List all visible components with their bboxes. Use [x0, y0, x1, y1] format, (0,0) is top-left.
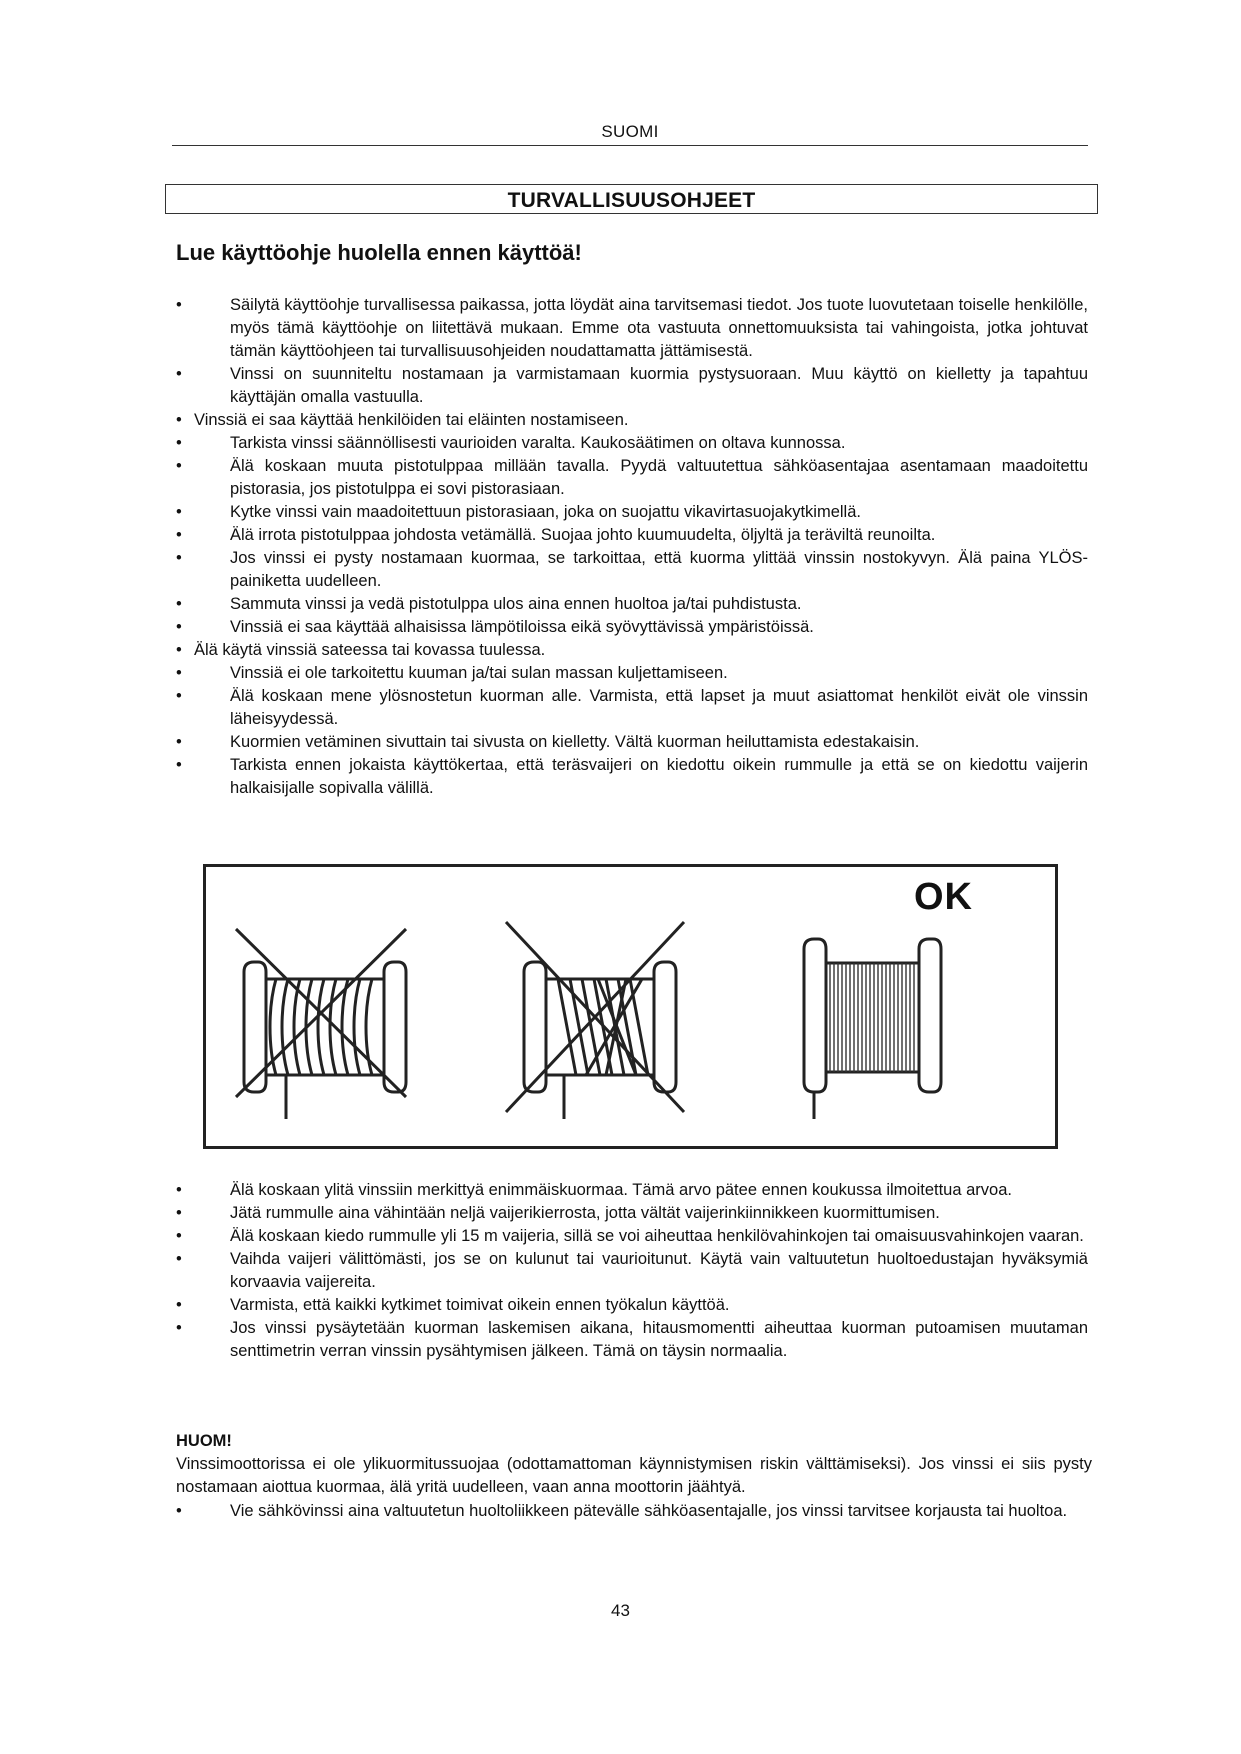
note-title: HUOM!	[176, 1432, 232, 1450]
list-item: • Kuormien vetäminen sivuttain tai sivusta on kielletty. Vältä kuorman heiluttamista edestakaisin.	[172, 731, 1088, 754]
page-number: 43	[611, 1601, 630, 1620]
list-item: • Älä koskaan muuta pistotulppaa millään tavalla. Pyydä valtuutettua sähköasentajaa asentamaan maadoitettu pistorasia, jos pistotulppa ei sovi pistorasiaan.	[172, 455, 1088, 501]
list-item: • Älä käytä vinssiä sateessa tai kovassa tuulessa.	[172, 639, 1088, 662]
list-item: • Vinssiä ei saa käyttää henkilöiden tai eläinten nostamiseen.	[172, 409, 1088, 432]
safety-instructions-list-3	[172, 1500, 1088, 1523]
drum-wrong-crossed-icon	[506, 922, 684, 1119]
language-header: SUOMI	[601, 122, 659, 141]
list-item: • Älä koskaan ylitä vinssiin merkittyä enimmäiskuormaa. Tämä arvo pätee ennen koukussa ilmoitettua arvoa.	[172, 1179, 1088, 1202]
list-item: • Vinssiä ei ole tarkoitettu kuuman ja/tai sulan massan kuljettamiseen.	[172, 662, 1088, 685]
list-item: • Jos vinssi pysäytetään kuorman laskemisen aikana, hitausmomentti aiheuttaa kuorman putoamisen muutaman senttimetrin verran vinssin pysähtymisen jälkeen. Tämä on täysin normaalia.	[172, 1317, 1088, 1363]
list-item: • Jos vinssi ei pysty nostamaan kuormaa, se tarkoittaa, että kuorma ylittää vinssin nostokyvyn. Älä paina YLÖS-painiketta uudelleen.	[172, 547, 1088, 593]
drum-wrong-loose-icon	[236, 929, 406, 1119]
list-item: • Vinssi on suunniteltu nostamaan ja varmistamaan kuormia pystysuoraan. Muu käyttö on kielletty ja tapahtuu käyttäjän omalla vastuulla.	[172, 363, 1088, 409]
list-item: • Jätä rummulle aina vähintään neljä vaijerikierrosta, jotta vältät vaijerinkiinnikkeen kuormittumisen.	[172, 1202, 1088, 1225]
list-item: • Älä koskaan mene ylösnostetun kuorman alle. Varmista, että lapset ja muut asiattomat henkilöt eivät ole vinssin läheisyydessä.	[172, 685, 1088, 731]
drum-correct-icon	[804, 939, 941, 1119]
list-item: • Vinssiä ei saa käyttää alhaisissa lämpötiloissa eikä syövyttävissä ympäristöissä.	[172, 616, 1088, 639]
ok-label: OK	[914, 876, 973, 918]
safety-instructions-list-1	[172, 294, 1088, 800]
list-item: • Älä koskaan kiedo rummulle yli 15 m vaijeria, sillä se voi aiheuttaa henkilövahinkojen tai omaisuusvahinkojen vaaran.	[172, 1225, 1088, 1248]
section-title: TURVALLISUUSOHJEET	[507, 189, 756, 212]
list-item: • Tarkista vinssi säännöllisesti vaurioiden varalta. Kaukosäätimen on oltava kunnossa.	[172, 432, 1088, 455]
safety-instructions-list-2	[172, 1179, 1088, 1363]
header-divider	[172, 145, 1088, 146]
list-item: • Tarkista ennen jokaista käyttökertaa, että teräsvaijeri on kiedottu oikein rummulle ja että se on kiedottu vaijerin halkaisijalle sopivalla välillä.	[172, 754, 1088, 800]
list-item: • Säilytä käyttöohje turvallisessa paikassa, jotta löydät aina tarvitsemasi tiedot. Jos tuote luovutetaan toiselle henkilölle, myös tämä käyttöohje on liitettävä mukaan. Emme ota vastuuta onnettomuuksista tai vahingoista, jotka johtuvat tämän käyttöohjeen tai turvallisuusohjeiden noudattamatta jättämisestä.	[172, 294, 1088, 363]
list-item: • Kytke vinssi vain maadoitettuun pistorasiaan, joka on suojattu vikavirtasuojakytkimellä.	[172, 501, 1088, 524]
drum-correct-windings	[830, 963, 914, 1072]
subtitle: Lue käyttöohje huolella ennen käyttöä!	[176, 240, 582, 265]
cable-winding-figure	[203, 864, 1058, 1149]
list-item: • Vaihda vaijeri välittömästi, jos se on kulunut tai vaurioitunut. Käytä vain valtuutetun huoltoedustajan hyväksymiä korvaavia vaijereita.	[172, 1248, 1088, 1294]
list-item: • Vie sähkövinssi aina valtuutetun huoltoliikkeen pätevälle sähköasentajalle, jos vinssi tarvitsee korjausta tai huoltoa.	[172, 1500, 1088, 1523]
note-body: Vinssimoottorissa ei ole ylikuormitussuojaa (odottamattoman käynnistymisen riskin välttämiseksi). Jos vinssi ei siis pysty nostamaan aiottua kuormaa, älä yritä uudelleen, vaan anna moottorin jäähtyä.	[176, 1455, 1092, 1496]
list-item: • Sammuta vinssi ja vedä pistotulppa ulos aina ennen huoltoa ja/tai puhdistusta.	[172, 593, 1088, 616]
list-item: • Älä irrota pistotulppaa johdosta vetämällä. Suojaa johto kuumuudelta, öljyltä ja teräviltä reunoilta.	[172, 524, 1088, 547]
list-item: • Varmista, että kaikki kytkimet toimivat oikein ennen työkalun käyttöä.	[172, 1294, 1088, 1317]
section-title-box	[165, 184, 1098, 214]
